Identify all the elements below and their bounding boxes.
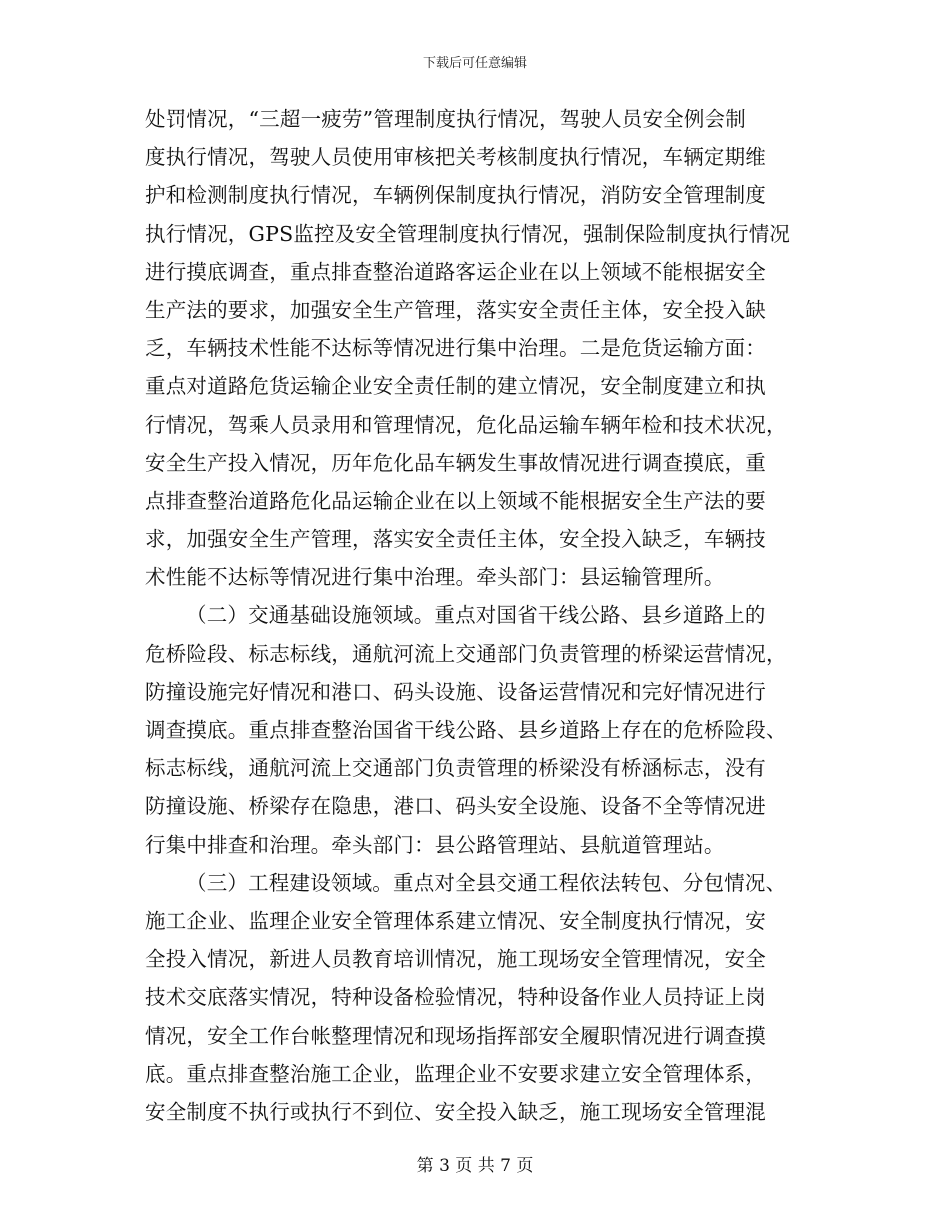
text-line: 执行情况，GPS监控及安全管理制度执行情况，强制保险制度执行情况 [145,221,791,246]
text-line: 情况，安全工作台帐整理情况和现场指挥部安全履职情况进行调查摸 [145,1023,766,1048]
page-header: 下载后可任意编辑 [422,56,527,71]
text-line: 度执行情况，驾驶人员使用审核把关考核制度执行情况，车辆定期维 [145,145,766,170]
text-line: 点排查整治道路危化品运输企业在以上领域不能根据安全生产法的要 [145,488,766,513]
text-line: 标志标线，通航河流上交通部门负责管理的桥梁没有桥涵标志，没有 [145,756,766,781]
text-line: 技术交底落实情况，特种设备检验情况，特种设备作业人员持证上岗 [145,985,766,1010]
paragraph [145,864,810,1131]
text-line: 安全制度不执行或执行不到位、安全投入缺乏，施工现场安全管理混 [145,1099,766,1124]
page-footer: 第 3 页 共 7 页 [416,1156,534,1176]
text-line: 乏，车辆技术性能不达标等情况进行集中治理。二是危货运输方面： [145,336,766,361]
body-text [145,100,810,1131]
text-line: 进行摸底调查，重点排查整治道路客运企业在以上领域不能根据安全 [145,259,766,284]
text-line: 求，加强安全生产管理，落实安全责任主体，安全投入缺乏，车辆技 [145,527,766,552]
text-line: 危桥险段、标志标线，通航河流上交通部门负责管理的桥梁运营情况， [145,641,787,666]
text-line: 调查摸底。重点排查整治国省干线公路、县乡道路上存在的危桥险段、 [145,718,787,742]
text-line: 防撞设施完好情况和港口、码头设施、设备运营情况和完好情况进行 [145,679,766,704]
text-line: （三）工程建设领域。重点对全县交通工程依法转包、分包情况、 [186,870,787,895]
text-line: 底。重点排查整治施工企业，监理企业不安要求建立安全管理体系， [145,1061,766,1086]
text-line: 安全生产投入情况，历年危化品车辆发生事故情况进行调查摸底，重 [145,450,766,475]
text-line: 行情况，驾乘人员录用和管理情况，危化品运输车辆年检和技术状况， [145,412,787,437]
text-line: 生产法的要求，加强安全生产管理，落实安全责任主体，安全投入缺 [145,297,766,322]
text-line: 护和检测制度执行情况，车辆例保制度执行情况，消防安全管理制度 [145,183,766,208]
text-line: 施工企业、监理企业安全管理体系建立情况、安全制度执行情况，安 [145,908,766,933]
text-line: 处罚情况，“三超一疲劳”管理制度执行情况，驾驶人员安全例会制 [145,107,746,131]
text-line: （二）交通基础设施领域。重点对国省干线公路、县乡道路上的 [186,603,766,628]
text-line: 重点对道路危货运输企业安全责任制的建立情况，安全制度建立和执 [145,374,766,399]
text-line: 术性能不达标等情况进行集中治理。牵头部门：县运输管理所。 [145,565,725,590]
text-line: 全投入情况，新进人员教育培训情况，施工现场安全管理情况，安全 [145,947,766,972]
paragraph [145,100,810,596]
text-line: 防撞设施、桥梁存在隐患，港口、码头安全设施、设备不全等情况进 [145,794,766,819]
paragraph [145,596,810,863]
text-line: 行集中排查和治理。牵头部门：县公路管理站、县航道管理站。 [145,832,725,857]
